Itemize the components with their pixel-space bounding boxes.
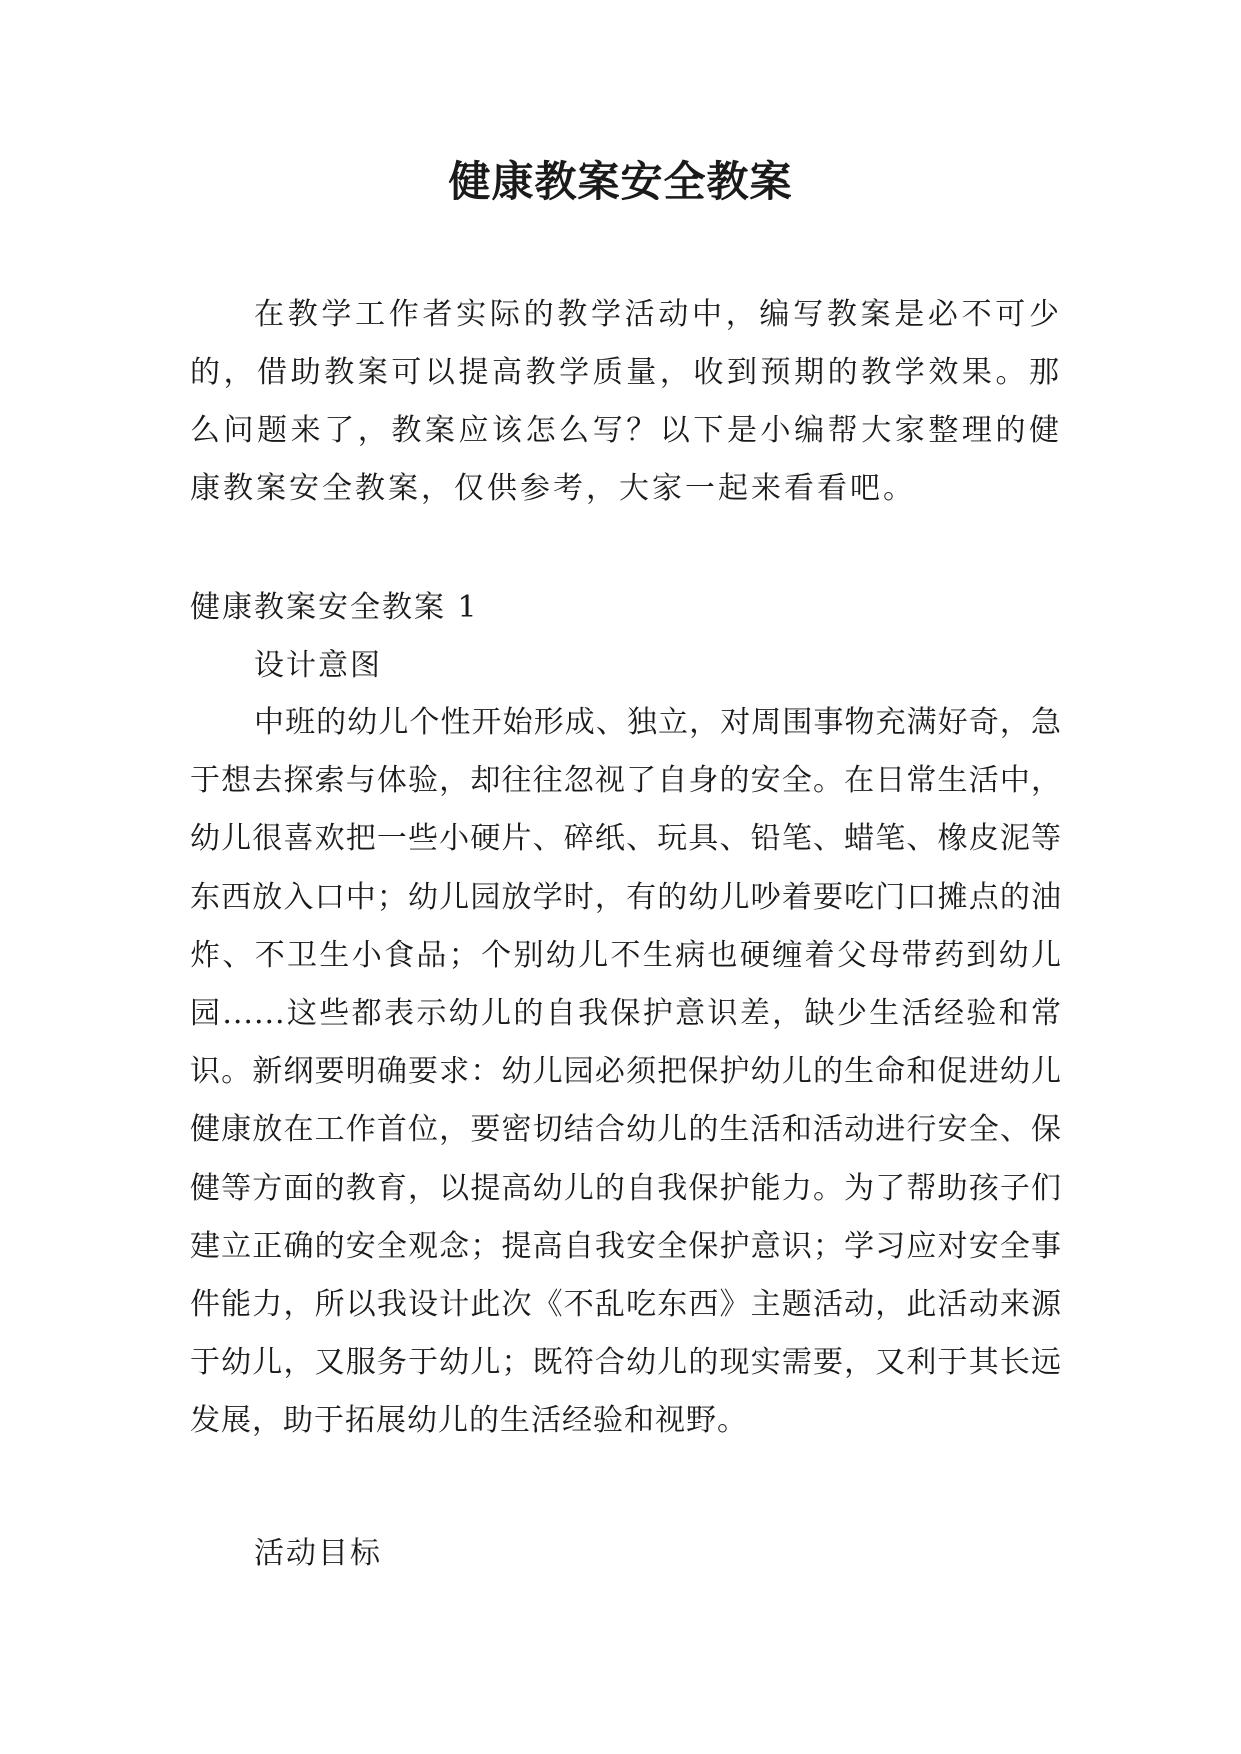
section-heading: 健康教案安全教案 1 (190, 590, 479, 625)
subheading-activity-goals: 活动目标 (254, 1536, 382, 1571)
subheading-design-intent: 设计意图 (254, 648, 382, 683)
design-intent-paragraph: 中班的幼儿个性开始形成、独立，对周围事物充满好奇，急于想去探索与体验，却往往忽视了自身的安全。在日常生活中，幼儿很喜欢把一些小硬片、碎纸、玩具、铅笔、蜡笔、橡皮泥等东西放入口中；幼儿园放学时，有的幼儿吵着要吃门口摊点的油炸、不卫生小食品；个别幼儿不生病也硬缠着父母带药到幼儿园......这些都表示幼儿的自我保护意识差，缺少生活经验和常识。新纲要明确要求：幼儿园必须把保护幼儿的生命和促进幼儿健康放在工作首位，要密切结合幼儿的生活和活动进行安全、保健等方面的教育，以提高幼儿的自我保护能力。为了帮助孩子们建立正确的安全观念；提高自我安全保护意识；学习应对安全事件能力，所以我设计此次《不乱吃东西》主题活动，此活动来源于幼儿，又服务于幼儿；既符合幼儿的现实需要，又利于其长远发展，助于拓展幼儿的生活经验和视野。 (190, 705, 1062, 1439)
intro-paragraph: 在教学工作者实际的教学活动中，编写教案是必不可少的，借助教案可以提高教学质量，收到预期的教学效果。那么问题来了，教案应该怎么写？以下是小编帮大家整理的健康教案安全教案，仅供参考，大家一起来看看吧。 (190, 297, 1062, 506)
document-title: 健康教案安全教案 (448, 157, 793, 206)
